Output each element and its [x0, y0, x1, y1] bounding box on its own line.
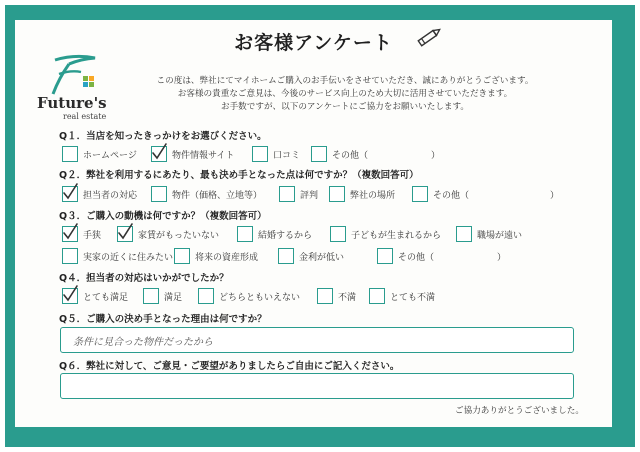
checkbox[interactable]	[311, 146, 327, 162]
checkbox[interactable]	[62, 146, 78, 162]
checkbox[interactable]	[143, 288, 159, 304]
question-2: Q２．弊社を利用するにあたり、最も決め手となった点は何ですか？（複数回答可）	[59, 170, 419, 181]
option-label: 家賃がもったいない	[138, 231, 220, 241]
option-label: 金利が低い	[299, 253, 345, 263]
option-label: 不満	[338, 293, 357, 303]
option-label: とても満足	[83, 293, 129, 303]
checkbox[interactable]	[252, 146, 268, 162]
intro-text	[110, 75, 580, 114]
option-label: その他（ ）	[433, 191, 560, 201]
option-label: 物件（価格、立地等）	[172, 191, 263, 201]
option-label: 満足	[164, 293, 183, 303]
checkbox[interactable]	[412, 186, 428, 202]
check-mark-icon	[61, 284, 79, 304]
option-label: ホームページ	[83, 151, 137, 161]
checkbox[interactable]	[456, 226, 472, 242]
q6-answer-field[interactable]	[60, 373, 574, 399]
intro-line: お手数ですが、以下のアンケートにご協力をお願いいたします。	[220, 102, 470, 112]
checkbox[interactable]	[174, 248, 190, 264]
check-mark-icon	[61, 222, 79, 242]
checkbox[interactable]	[62, 248, 78, 264]
option-label: その他（ ）	[398, 253, 507, 263]
company-logo-icon	[45, 54, 101, 98]
check-mark-icon	[61, 182, 79, 202]
intro-line: この度は、弊社にてマイホームご購入のお手伝いをさせていただき、誠にありがとうございます。	[156, 76, 534, 86]
question-3: Q３．ご購入の動機は何ですか？（複数回答可）	[59, 211, 267, 222]
question-4: Q４．担当者の対応はいかがでしたか？	[59, 273, 229, 284]
check-mark-icon	[150, 142, 168, 162]
question-5: Q５．ご購入の決め手となった理由は何ですか？	[59, 314, 267, 325]
option-label: 物件情報サイト	[172, 151, 235, 161]
closing-text: ご協力ありがとうございました。	[455, 406, 584, 416]
option-label: 手狭	[83, 231, 102, 241]
handwritten-answer: 条件に見合った物件だったから	[73, 337, 213, 348]
checkbox[interactable]	[198, 288, 214, 304]
option-label: 口コミ	[273, 151, 301, 161]
question-6: Q６．弊社に対して、ご意見・ご要望がありましたらご自由にご記入ください。	[59, 361, 400, 372]
pencil-icon	[415, 26, 443, 48]
option-label: 弊社の場所	[350, 191, 396, 201]
option-label: 職場が遠い	[477, 231, 523, 241]
checkbox[interactable]	[151, 186, 167, 202]
logo-name: Future's	[37, 94, 107, 112]
q5-answer-field[interactable]	[60, 327, 574, 353]
question-1: Q１．当店を知ったきっかけをお選びください。	[59, 131, 267, 142]
option-label: 評判	[300, 191, 319, 201]
checkbox[interactable]	[278, 248, 294, 264]
checkbox[interactable]	[329, 186, 345, 202]
checkbox[interactable]	[377, 248, 393, 264]
logo-subtitle: real estate	[63, 112, 107, 121]
option-label: その他（ ）	[332, 151, 441, 161]
option-label: とても不満	[390, 293, 436, 303]
survey-sheet	[15, 20, 612, 427]
survey-title: お客様アンケート	[234, 32, 393, 54]
intro-line: お客様の貴重なご意見は、今後のサービス向上のため大切に活用させていただきます。	[177, 89, 513, 99]
check-mark-icon	[116, 222, 134, 242]
checkbox[interactable]	[330, 226, 346, 242]
option-label: どちらともいえない	[219, 293, 301, 303]
checkbox[interactable]	[237, 226, 253, 242]
checkbox[interactable]	[317, 288, 333, 304]
checkbox[interactable]	[369, 288, 385, 304]
option-label: 担当者の対応	[83, 191, 138, 201]
option-label: 将来の資産形成	[195, 253, 259, 263]
option-label: 実家の近くに住みたい	[83, 253, 174, 263]
option-label: 結婚するから	[258, 231, 313, 241]
option-label: 子どもが生まれるから	[351, 231, 442, 241]
checkbox[interactable]	[279, 186, 295, 202]
